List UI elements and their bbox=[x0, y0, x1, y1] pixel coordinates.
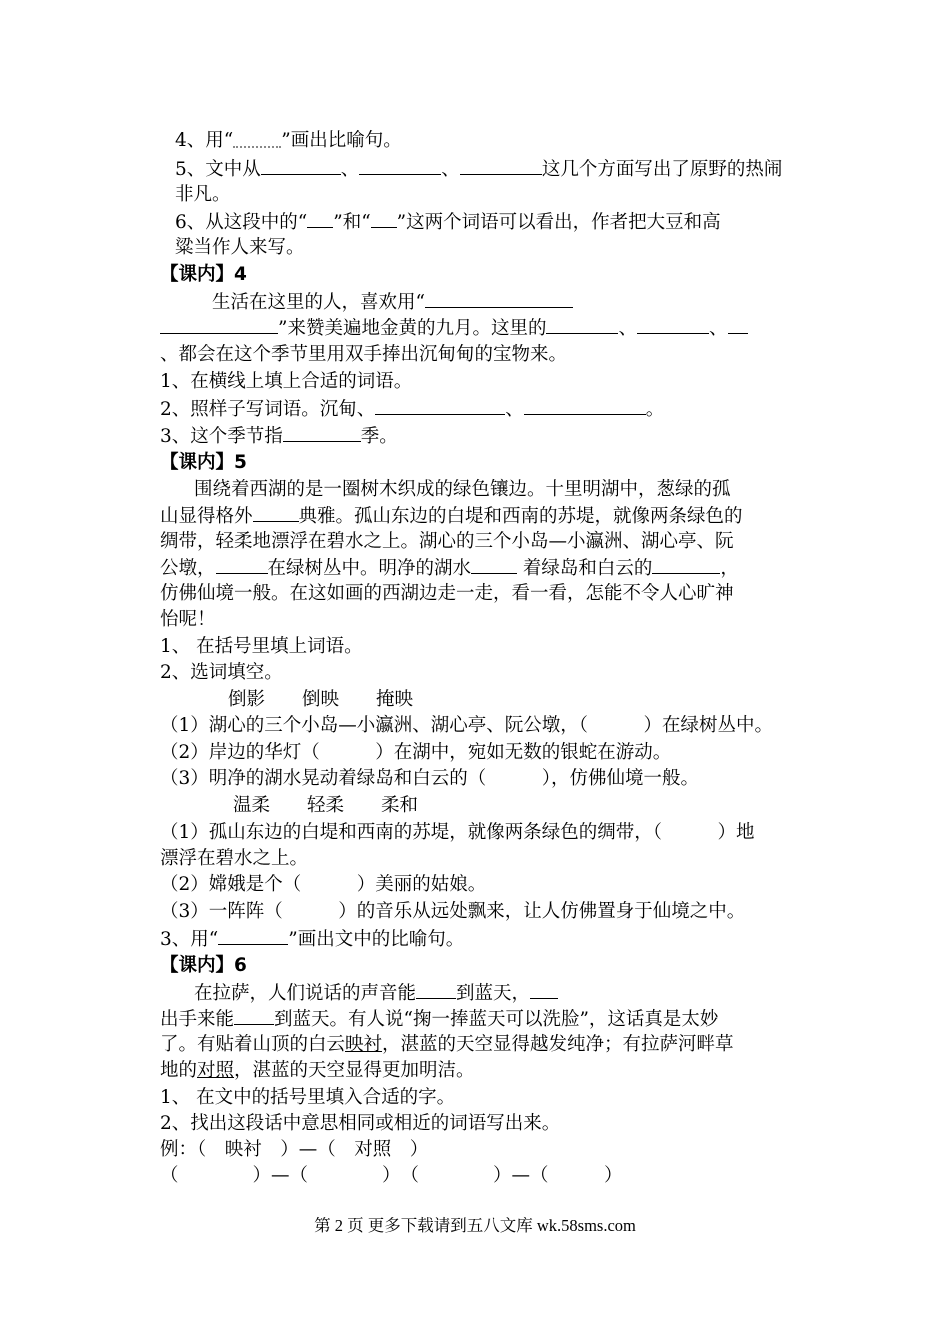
fill-blank[interactable] bbox=[234, 1006, 274, 1025]
fill-blank[interactable] bbox=[416, 980, 456, 999]
sentence-1: （1）湖心的三个小岛—小瀛洲、湖心亭、阮公墩，（ ）在绿树丛中。 bbox=[160, 715, 774, 736]
fill-blank[interactable] bbox=[283, 423, 361, 442]
word-choices-2: 温柔 轻柔 柔和 bbox=[233, 795, 419, 816]
fill-blank[interactable] bbox=[307, 209, 333, 228]
sentence-5: （2）嫦娥是个（ ）美丽的姑娘。 bbox=[160, 874, 487, 895]
section-5-paragraph-line-2: 山显得格外 典雅。孤山东边的白堤和西南的苏堤，就像两条绿色的 bbox=[160, 503, 743, 530]
sentence-6: （3）一阵阵（ ）的音乐从远处飘来，让人仿佛置身于仙境之中。 bbox=[160, 901, 746, 922]
section-5-heading: 【课内】5 bbox=[160, 452, 247, 473]
section-5-paragraph-line-1: 围绕着西湖的是一圈树木织成的绿色镶边。十里明湖中，葱绿的孤 bbox=[194, 479, 731, 500]
section-4-question-2: 2、照样子写词语。沉甸、 、 。 bbox=[160, 396, 664, 423]
sentence-4-line-2: 漂浮在碧水之上。 bbox=[160, 848, 309, 869]
section-5-paragraph-line-5: 仿佛仙境一般。在这如画的西湖边走一走，看一看，怎能不令人心旷神 bbox=[160, 583, 734, 604]
fill-blank[interactable] bbox=[218, 926, 288, 945]
question-4-line: 4、用“ ”画出比喻句。 bbox=[175, 130, 402, 151]
fill-blank[interactable] bbox=[530, 980, 558, 999]
fill-blank[interactable] bbox=[425, 289, 573, 308]
section-6-paragraph-line-3: 了。有贴着山顶的白云映衬，湛蓝的天空显得越发纯净；有拉萨河畔草 bbox=[160, 1034, 734, 1055]
section-5-question-3: 3、用“ ”画出文中的比喻句。 bbox=[160, 926, 464, 953]
answer-blank-line: （ ）—（ ） （ ）—（ ） bbox=[160, 1165, 623, 1186]
fill-blank[interactable] bbox=[471, 555, 517, 574]
question-6-line-2: 粱当作人来写。 bbox=[175, 237, 305, 258]
section-5-question-2: 2、选词填空。 bbox=[160, 662, 283, 683]
wavy-underline-sample bbox=[233, 132, 281, 148]
section-4-question-1: 1、在横线上填上合适的词语。 bbox=[160, 371, 413, 392]
fill-blank[interactable] bbox=[524, 396, 646, 415]
section-5-paragraph-line-4: 公墩， 在绿树丛中。明净的湖水 着绿岛和白云的 ， bbox=[160, 555, 739, 582]
page-footer: 第 2 页 更多下载请到五八文库 wk.58sms.com bbox=[314, 1216, 636, 1235]
section-6-heading: 【课内】6 bbox=[160, 955, 247, 976]
section-6-question-1: 1、 在文中的括号里填入合适的字。 bbox=[160, 1087, 456, 1108]
word-choices-1: 倒影 倒映 掩映 bbox=[228, 689, 414, 710]
fill-blank[interactable] bbox=[546, 315, 618, 334]
fill-blank[interactable] bbox=[371, 209, 397, 228]
section-4-question-3: 3、这个季节指 季。 bbox=[160, 423, 398, 450]
fill-blank[interactable] bbox=[359, 156, 441, 175]
section-4-paragraph-line-3: 、都会在这个季节里用双手捧出沉甸甸的宝物来。 bbox=[160, 344, 568, 365]
fill-blank[interactable] bbox=[160, 315, 278, 334]
question-6-line: 6、从这段中的“ ”和“ ”这两个词语可以看出，作者把大豆和高 bbox=[175, 209, 721, 236]
question-5-line-2: 非凡。 bbox=[175, 184, 231, 205]
section-5-paragraph-line-6: 怡呢！ bbox=[160, 609, 216, 630]
question-5-line: 5、文中从 、 、 这几个方面写出了原野的热闹 bbox=[175, 156, 782, 183]
section-6-paragraph-line-4: 地的对照，湛蓝的天空显得更加明洁。 bbox=[160, 1060, 475, 1081]
fill-blank[interactable] bbox=[460, 156, 542, 175]
section-4-heading: 【课内】4 bbox=[160, 264, 247, 285]
section-6-paragraph-line-2: 出手来能 到蓝天。有人说“掬一捧蓝天可以洗脸”，这话真是太妙 bbox=[160, 1006, 718, 1033]
fill-blank[interactable] bbox=[728, 315, 748, 334]
section-4-paragraph-line-2: ”来赞美遍地金黄的九月。这里的 、 、 bbox=[160, 315, 748, 342]
fill-blank[interactable] bbox=[375, 396, 505, 415]
section-6-paragraph-line-1: 在拉萨，人们说话的声音能 到蓝天， bbox=[194, 980, 558, 1007]
section-4-paragraph-line-1: 生活在这里的人，喜欢用“ bbox=[212, 289, 573, 316]
fill-blank[interactable] bbox=[216, 555, 268, 574]
example-line: 例：（ 映衬 ）—（ 对照 ） bbox=[160, 1139, 429, 1160]
section-5-question-1: 1、 在括号里填上词语。 bbox=[160, 636, 363, 657]
fill-blank[interactable] bbox=[261, 156, 341, 175]
sentence-3: （3）明净的湖水晃动着绿岛和白云的（ ），仿佛仙境一般。 bbox=[160, 768, 700, 789]
sentence-2: （2）岸边的华灯（ ）在湖中，宛如无数的银蛇在游动。 bbox=[160, 742, 672, 763]
section-6-question-2: 2、找出这段话中意思相同或相近的词语写出来。 bbox=[160, 1113, 561, 1134]
fill-blank[interactable] bbox=[253, 503, 299, 522]
sentence-4: （1）孤山东边的白堤和西南的苏堤，就像两条绿色的绸带，（ ）地 bbox=[160, 822, 755, 843]
section-5-paragraph-line-3: 绸带，轻柔地漂浮在碧水之上。湖心的三个小岛—小瀛洲、湖心亭、阮 bbox=[160, 531, 734, 552]
fill-blank[interactable] bbox=[637, 315, 709, 334]
fill-blank[interactable] bbox=[652, 555, 720, 574]
